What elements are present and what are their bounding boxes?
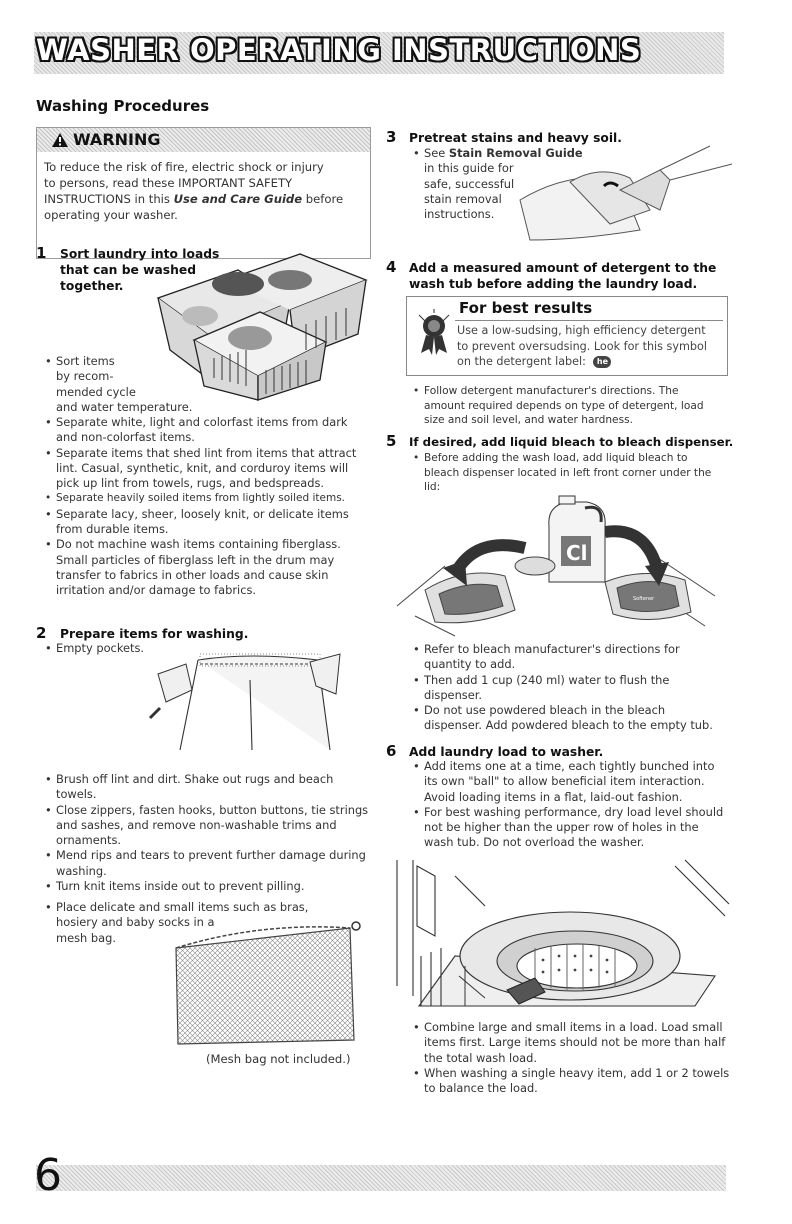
page-title: WASHER OPERATING INSTRUCTIONS: [36, 33, 642, 67]
step-number: 4: [386, 258, 397, 276]
list-item: • Then add 1 cup (240 ml) water to flush the dispenser.: [413, 673, 723, 704]
softener-dispenser-label: Softener: [633, 596, 655, 602]
warning-line: INSTRUCTIONS in this: [44, 192, 174, 206]
guide-emphasis: Use and Care Guide: [173, 192, 303, 206]
best-results-title: For best results: [459, 299, 593, 317]
title-line: Add a measured amount of detergent to the: [409, 261, 717, 275]
step-number: 5: [386, 432, 397, 450]
warning-line: before: [302, 192, 344, 206]
footer-band: [36, 1165, 726, 1191]
bullet-line: mended cycle: [56, 384, 136, 399]
bullet-line: stain removal: [424, 191, 502, 206]
best-results-text: [457, 323, 719, 370]
step2-last-bullet: • Place delicate and small items such as bras, hosiery and baby socks in a mesh bag.: [45, 900, 309, 945]
step6-bottom-bullets: [413, 1020, 731, 1096]
warning-label: WARNING: [73, 130, 161, 149]
step-number: 2: [36, 624, 47, 642]
list-item: • Do not use powdered bleach in the bleach dispenser. Add powdered bleach to the empty tub.: [413, 703, 723, 734]
list-item: • For best washing performance, dry load level should not be higher than the upper row of holes in the wash tub. Do not overload the washer.: [413, 805, 731, 851]
list-item: • Do not machine wash items containing fiberglass. Small particles of fiberglass left in the drum may transfer to fabrics in other loads and cause skin irritation and/or damage to fabrics.: [45, 537, 370, 598]
warning-line: operating your washer.: [44, 208, 178, 222]
best-results-ribbon-icon: [417, 311, 451, 357]
washer-tub-illustration: [395, 856, 730, 1014]
list-item: • Close zippers, fasten hooks, button buttons, tie strings and sashes, and remove non-washable trims and ornaments.: [45, 803, 370, 849]
divider: [455, 320, 723, 321]
pants-pocket-illustration: [140, 650, 360, 760]
step2-title: Prepare items for washing.: [60, 627, 249, 641]
list-item: • Refer to bleach manufacturer's directions for quantity to add.: [413, 642, 723, 673]
list-item: • Separate heavily soiled items from lightly soiled items.: [45, 491, 370, 506]
bullet-line: by recom-: [56, 369, 114, 384]
best-results-body: Use a low-sudsing, high efficiency detergent to prevent oversudsing. Look for this symbol on the detergent label:: [457, 324, 707, 368]
list-item: • Mend rips and tears to prevent further damage during washing.: [45, 848, 370, 879]
list-item: • Separate lacy, sheer, loosely knit, or delicate items from durable items.: [45, 507, 370, 538]
bullet-line: mesh bag.: [56, 930, 116, 945]
bullet-line: safe, successful: [424, 176, 515, 191]
page-number: 6: [34, 1150, 62, 1201]
step-number: 3: [386, 128, 397, 146]
stain-guide-link: Stain Removal Guide: [448, 146, 583, 160]
he-symbol-icon: he: [593, 356, 611, 368]
warning-triangle-icon: [51, 132, 69, 148]
step4-bullet-list: [413, 384, 713, 428]
step1-first-bullet: • Sort items by recom- mended cycle and water temperature.: [45, 354, 193, 414]
step2-bullet-list: [45, 772, 370, 894]
list-item: • When washing a single heavy item, add 1 or 2 towels to balance the load.: [413, 1066, 731, 1097]
step-number: 6: [386, 742, 397, 760]
title-line: wash tub before adding the laundry load.: [409, 277, 698, 291]
step6-bullet-list: [413, 759, 731, 851]
step1-bullet-list: [45, 415, 370, 599]
warning-text: [37, 152, 370, 223]
warning-line: To reduce the risk of fire, electric shock or injury: [44, 160, 324, 174]
list-item: • Before adding the wash load, add liquid bleach to bleach dispenser located in left front corner under the lid:: [413, 451, 713, 495]
title-line: that can be washed: [60, 263, 197, 277]
bleach-dispenser-illustration: [395, 496, 725, 636]
bullet-line: in this guide for: [424, 161, 514, 176]
step3-bullet: • See Stain Removal Guide in this guide for safe, successful stain removal instructions.: [413, 146, 583, 222]
bullet-line: and water temperature.: [56, 399, 193, 414]
mesh-bag-illustration: [170, 918, 360, 1046]
step6-title: Add laundry load to washer.: [409, 745, 604, 759]
step-number: 1: [36, 244, 47, 262]
warning-bar: [37, 128, 370, 152]
step5-bullet-list: [413, 642, 723, 734]
step5-top-bullets: [413, 451, 713, 495]
list-item: • Turn knit items inside out to prevent pilling.: [45, 879, 370, 894]
bleach-bottle-label: Cl: [566, 541, 588, 565]
list-item: • Separate items that shed lint from items that attract lint. Casual, synthetic, knit, and corduroy items will pick up lint from towels, rugs, and bedspreads.: [45, 446, 370, 492]
list-item: • Brush off lint and dirt. Shake out rugs and beach towels.: [45, 772, 370, 803]
warning-line: to persons, read these IMPORTANT SAFETY: [44, 176, 293, 190]
step3-title: Pretreat stains and heavy soil.: [409, 131, 622, 145]
bullet-line: hosiery and baby socks in a: [56, 915, 215, 930]
title-line: Sort laundry into loads: [60, 247, 220, 261]
bullet-line: Place delicate and small items such as bras,: [56, 900, 309, 914]
list-item: • Add items one at a time, each tightly bunched into its own "ball" to allow beneficial item interaction. Avoid loading items in a flat, laid-out fashion.: [413, 759, 731, 805]
list-item: • Follow detergent manufacturer's directions. The amount required depends on type of detergent, load size and soil level, and water hardness.: [413, 384, 713, 428]
step4-title: [409, 260, 716, 292]
bullet-line: instructions.: [424, 207, 495, 222]
step5-title: If desired, add liquid bleach to bleach dispenser.: [409, 435, 734, 449]
bullet-line: Sort items: [56, 354, 115, 368]
bullet-text: See: [424, 146, 449, 160]
section-heading: Washing Procedures: [36, 97, 210, 115]
list-item: • Combine large and small items in a load. Load small items first. Large items should not be more than half the total wash load.: [413, 1020, 731, 1066]
stain-pretreat-illustration: [510, 140, 735, 250]
list-item: • Empty pockets.: [45, 641, 365, 656]
title-line: together.: [60, 279, 124, 293]
best-results-box: [406, 296, 728, 376]
list-item: • Separate white, light and colorfast items from dark and non-colorfast items.: [45, 415, 370, 446]
mesh-bag-caption: (Mesh bag not included.): [206, 1052, 351, 1066]
